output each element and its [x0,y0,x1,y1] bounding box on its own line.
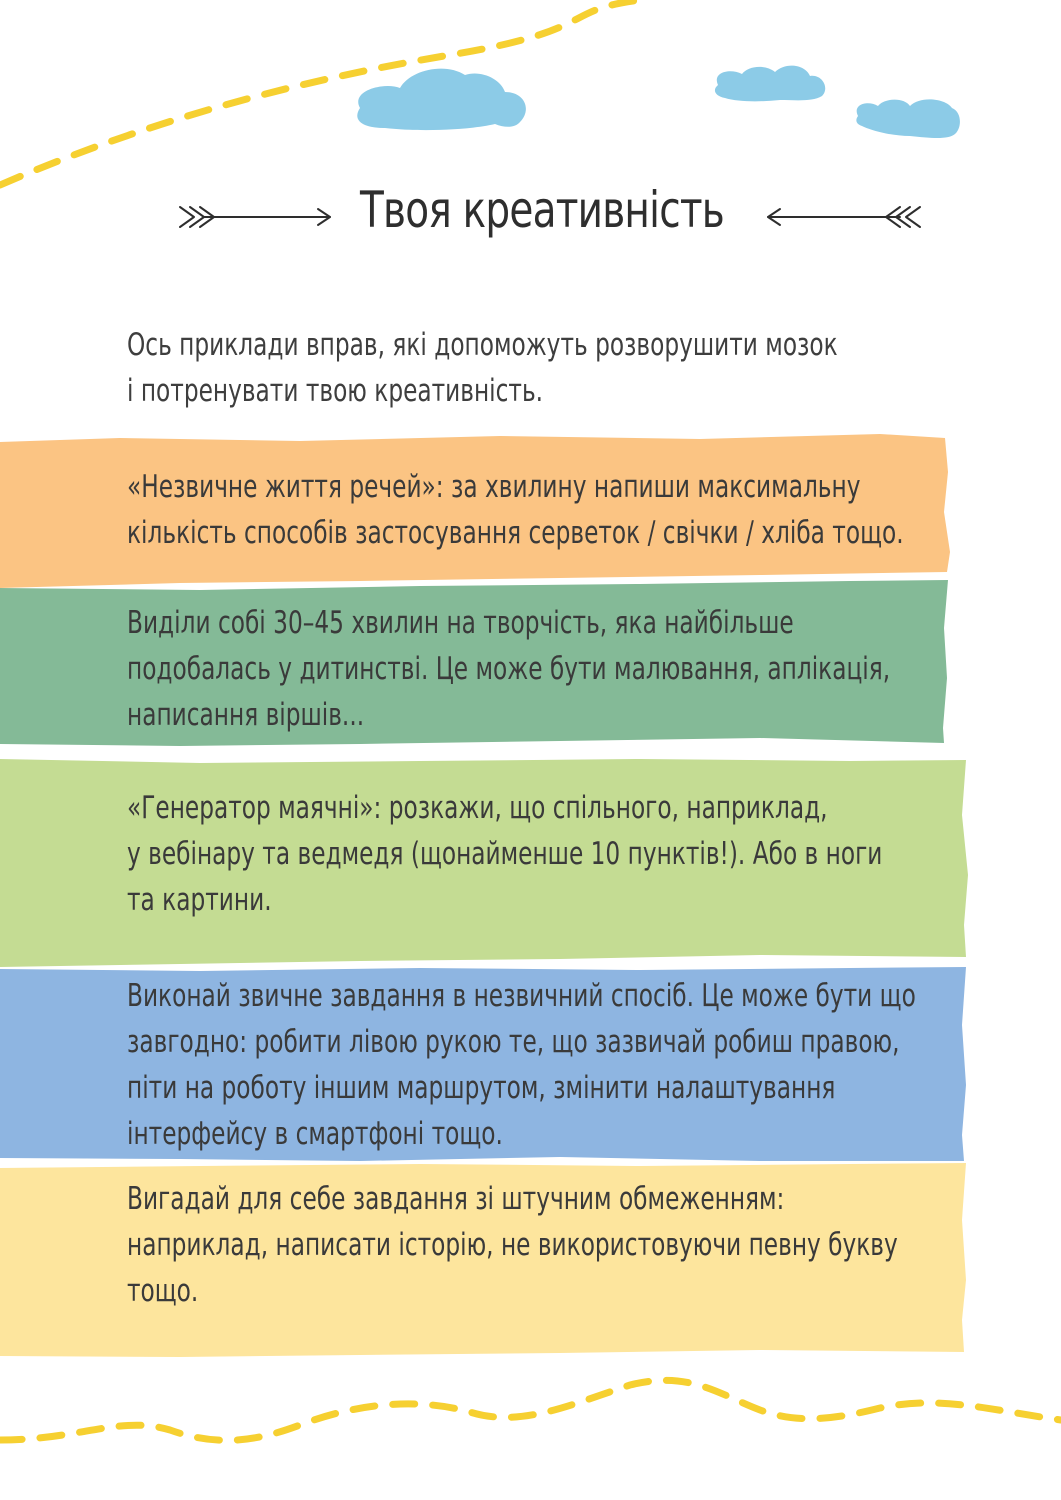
band-line: інтерфейсу в смартфоні тощо. [127,1116,503,1152]
band-line: та картини. [127,882,272,918]
intro-line: і потренувати твою креативність. [127,373,544,409]
band-line: Виділи собі 30–45 хвилин на творчість, яка найбільше [127,605,794,641]
exercise-band-yellow [0,1160,1061,1360]
exercise-band-lime [0,755,1061,970]
band-line: тощо. [127,1273,199,1309]
bottom-dashed-line [0,1380,1061,1440]
cloud-icon [856,99,960,138]
intro-text [127,322,838,414]
band-line: кількість способів застосування серветок / свічки / хліба тощо. [127,515,904,551]
band-line: написання віршів... [127,697,365,733]
intro-line: Ось приклади вправ, які допоможуть розворушити мозок [127,327,838,363]
top-dashed-line [0,0,640,185]
band-line: Виконай звичне завдання в незвичний спосіб. Це може бути що [127,978,916,1014]
band-line: «Генератор маячні»: розкажи, що спільного, наприклад, [127,790,828,826]
band-line: «Незвичне життя речей»: за хвилину напиши максимальну [127,469,861,505]
exercise-band-orange [0,432,1061,592]
title-block [0,175,1061,265]
cloud-icon [715,66,825,102]
band-line: піти на роботу іншим маршрутом, змінити налаштування [127,1070,836,1106]
band-line: наприклад, написати історію, не використовуючи певну букву [127,1227,898,1263]
exercise-band-blue [0,965,1061,1165]
exercise-band-green [0,578,1061,753]
page-title: Твоя креативність [360,181,725,239]
right-arrow-icon [0,175,1061,265]
band-line: завгодно: робити лівою рукою те, що зазвичай робиш правою, [127,1024,900,1060]
band-line: подобалась у дитинстві. Це може бути малювання, аплікація, [127,651,891,687]
band-line: Вигадай для себе завдання зі штучним обмеженням: [127,1181,785,1217]
cloud-icon [357,69,526,130]
band-line: у вебінару та ведмедя (щонайменше 10 пунктів!). Або в ноги [127,836,883,872]
